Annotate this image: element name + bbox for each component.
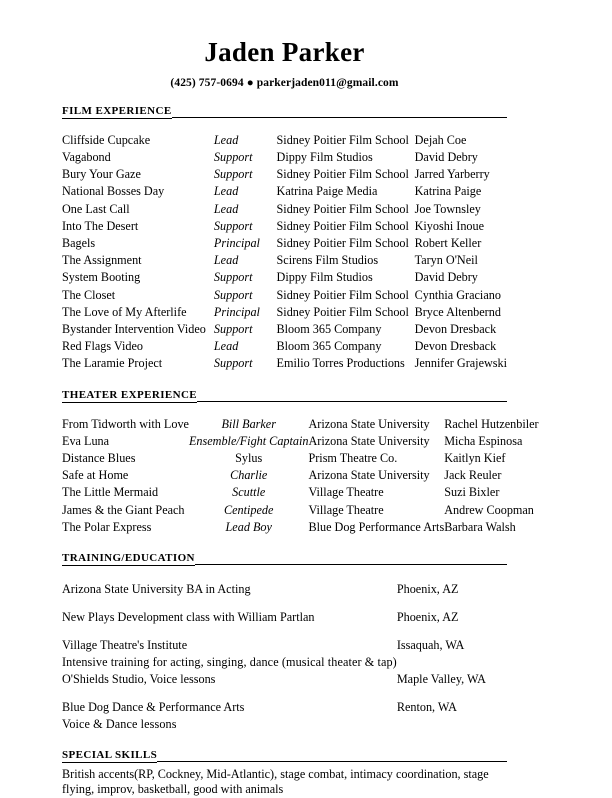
film-credits-body (62, 123, 507, 373)
table-row (62, 321, 507, 338)
credit-title: The Polar Express (62, 519, 152, 534)
credit-title: The Little Mermaid (62, 485, 159, 500)
training-location: Phoenix, AZ (396, 581, 459, 596)
credit-role: Principal (213, 235, 260, 250)
section-heading-film (62, 105, 507, 119)
credit-director: Suzi Bixler (444, 485, 500, 500)
credit-production: Blue Dog Performance Arts (308, 519, 445, 534)
section-rule (195, 564, 507, 565)
credit-role: Principal (213, 304, 260, 319)
credit-production: Bloom 365 Company (276, 321, 382, 336)
training-entry: Blue Dog Dance & Performance Arts (62, 699, 245, 714)
credit-title: From Tidworth with Love (62, 416, 189, 431)
spacer (62, 626, 507, 637)
credit-director: Jarred Yarberry (414, 167, 490, 182)
table-row (62, 416, 539, 433)
training-note: Voice & Dance lessons (62, 716, 177, 731)
training-entry: Village Theatre's Institute (62, 637, 188, 652)
credit-production: Village Theatre (308, 485, 384, 500)
training-table (62, 570, 507, 733)
table-row (62, 338, 507, 355)
table-row-note (62, 716, 507, 733)
table-row-note (62, 654, 507, 671)
table-row (62, 581, 507, 598)
credit-role: Sylus (235, 450, 263, 465)
credit-title: Bagels (62, 235, 96, 250)
credit-title: Distance Blues (62, 450, 136, 465)
credit-production: Bloom 365 Company (276, 339, 382, 354)
credit-director: David Debry (414, 270, 478, 285)
credit-role: Support (213, 218, 253, 233)
table-row (62, 132, 507, 149)
table-row (62, 637, 507, 654)
table-row (62, 252, 507, 269)
credit-title: Cliffside Cupcake (62, 132, 151, 147)
section-rule (197, 401, 507, 402)
credit-director: Kiyoshi Inoue (414, 218, 485, 233)
training-location: Issaquah, WA (396, 637, 465, 652)
credit-director: Robert Keller (414, 235, 482, 250)
credit-director: Rachel Hutzenbiler (444, 416, 539, 431)
section-rule (172, 117, 507, 118)
credit-production: Sidney Poitier Film School (276, 201, 409, 216)
credit-director: Jennifer Grajewski (414, 356, 507, 371)
table-row (62, 699, 507, 716)
section-heading-training (62, 552, 507, 566)
credit-director: Devon Dresback (414, 339, 497, 354)
table-row (62, 450, 539, 467)
contact-separator-icon: ● (246, 76, 254, 89)
section-heading-theater (62, 389, 507, 403)
credit-role: Support (213, 287, 253, 302)
applicant-name: Jaden Parker (204, 37, 365, 67)
credit-title: Eva Luna (62, 433, 110, 448)
credit-role: Support (213, 321, 253, 336)
credit-production: Sidney Poitier Film School (276, 235, 409, 250)
spacer (62, 688, 507, 699)
credit-title: Red Flags Video (62, 339, 143, 354)
credit-title: National Bosses Day (62, 184, 165, 199)
table-row (62, 433, 539, 450)
table-row (62, 519, 539, 536)
credit-title: The Love of My Afterlife (62, 304, 187, 319)
credit-director: Jack Reuler (444, 468, 502, 483)
spacer (62, 598, 507, 609)
table-row (62, 287, 507, 304)
credit-role: Bill Barker (221, 416, 276, 431)
table-row (62, 467, 539, 484)
credit-director: Dejah Coe (414, 132, 467, 147)
credit-role: Scuttle (232, 485, 266, 500)
credit-title: Vagabond (62, 149, 111, 164)
credit-director: David Debry (414, 149, 478, 164)
credit-title: James & the Giant Peach (62, 502, 185, 517)
credit-role: Support (213, 356, 253, 371)
credit-title: Into The Desert (62, 218, 139, 233)
credit-title: Bystander Intervention Video (62, 321, 206, 336)
training-body (62, 570, 507, 733)
credit-production: Arizona State University (308, 468, 430, 483)
table-row (62, 355, 507, 372)
spacer (62, 407, 539, 416)
resume-page (62, 0, 539, 798)
credit-production: Dippy Film Studios (276, 149, 373, 164)
table-row (62, 235, 507, 252)
credit-production: Village Theatre (308, 502, 384, 517)
section-rule (157, 761, 507, 762)
section-heading-skills (62, 749, 507, 763)
film-credits-table (62, 123, 507, 373)
credit-director: Taryn O'Neil (414, 253, 478, 268)
contact-line (62, 77, 507, 89)
table-row (62, 149, 507, 166)
credit-role: Charlie (230, 468, 268, 483)
credit-role: Lead (213, 184, 239, 199)
skills-text: British accents(RP, Cockney, Mid-Atlantic), stage combat, intimacy coordination, stage flying, improv, basketball, good with animals (62, 766, 489, 797)
credit-production: Sidney Poitier Film School (276, 132, 409, 147)
credit-title: The Closet (62, 287, 116, 302)
credit-production: Emilio Torres Productions (276, 356, 405, 371)
credit-role: Support (213, 167, 253, 182)
table-row (62, 166, 507, 183)
credit-role: Lead (213, 132, 239, 147)
credit-role: Lead Boy (225, 519, 272, 534)
credit-role: Lead (213, 339, 239, 354)
table-row (62, 269, 507, 286)
credit-production: Sidney Poitier Film School (276, 304, 409, 319)
phone-number: (425) 757-0694 (170, 76, 244, 89)
credit-role: Support (213, 270, 253, 285)
credit-director: Cynthia Graciano (414, 287, 501, 302)
credit-production: Arizona State University (308, 416, 430, 431)
credit-production: Katrina Paige Media (276, 184, 378, 199)
credit-title: One Last Call (62, 201, 130, 216)
training-location: Renton, WA (396, 699, 457, 714)
credit-production: Sidney Poitier Film School (276, 167, 409, 182)
credit-title: Bury Your Gaze (62, 167, 141, 182)
training-location: Phoenix, AZ (396, 609, 459, 624)
credit-production: Sidney Poitier Film School (276, 287, 409, 302)
credit-role (189, 433, 309, 450)
credit-production: Arizona State University (308, 433, 430, 448)
section-heading-training-label: TRAINING/EDUCATION (62, 551, 195, 564)
credit-title: System Booting (62, 270, 141, 285)
training-note: Intensive training for acting, singing, dance (musical theater & tap) (62, 654, 397, 669)
credit-director: Kaitlyn Kief (444, 450, 506, 465)
credit-director: Devon Dresback (414, 321, 497, 336)
section-heading-skills-label: SPECIAL SKILLS (62, 748, 158, 761)
credit-role-text: Ensemble/Fight Captain (188, 433, 309, 448)
credit-title: The Laramie Project (62, 356, 163, 371)
credit-director: Andrew Coopman (444, 502, 534, 517)
spacer (62, 570, 507, 581)
theater-credits-body (62, 407, 539, 536)
table-row (62, 183, 507, 200)
section-heading-film-label: FILM EXPERIENCE (62, 104, 172, 117)
theater-credits-table (62, 407, 539, 536)
email-address: parkerjaden011@gmail.com (256, 76, 399, 89)
table-row (62, 304, 507, 321)
credit-director: Joe Townsley (414, 201, 481, 216)
credit-title: Safe at Home (62, 468, 129, 483)
credit-role: Centipede (224, 502, 274, 517)
credit-production: Scirens Film Studios (276, 253, 379, 268)
credit-director: Katrina Paige (414, 184, 482, 199)
section-heading-theater-label: THEATER EXPERIENCE (62, 388, 198, 401)
table-row (62, 484, 539, 501)
credit-director: Barbara Walsh (444, 519, 516, 534)
credit-role: Lead (213, 253, 239, 268)
credit-director: Micha Espinosa (444, 433, 523, 448)
spacer (62, 123, 507, 132)
table-row (62, 609, 507, 626)
table-row (62, 218, 507, 235)
table-row (62, 201, 507, 218)
training-entry: New Plays Development class with William Partlan (62, 609, 315, 624)
training-entry: O'Shields Studio, Voice lessons (62, 671, 216, 686)
credit-title: The Assignment (62, 253, 142, 268)
credit-production: Dippy Film Studios (276, 270, 373, 285)
credit-role: Lead (213, 201, 239, 216)
credit-production: Sidney Poitier Film School (276, 218, 409, 233)
table-row (62, 502, 539, 519)
training-entry: Arizona State University BA in Acting (62, 581, 251, 596)
credit-production: Prism Theatre Co. (308, 450, 398, 465)
credit-role: Support (213, 149, 253, 164)
credit-director: Bryce Altenbernd (414, 304, 501, 319)
table-row (62, 671, 507, 688)
training-location: Maple Valley, WA (396, 671, 486, 686)
